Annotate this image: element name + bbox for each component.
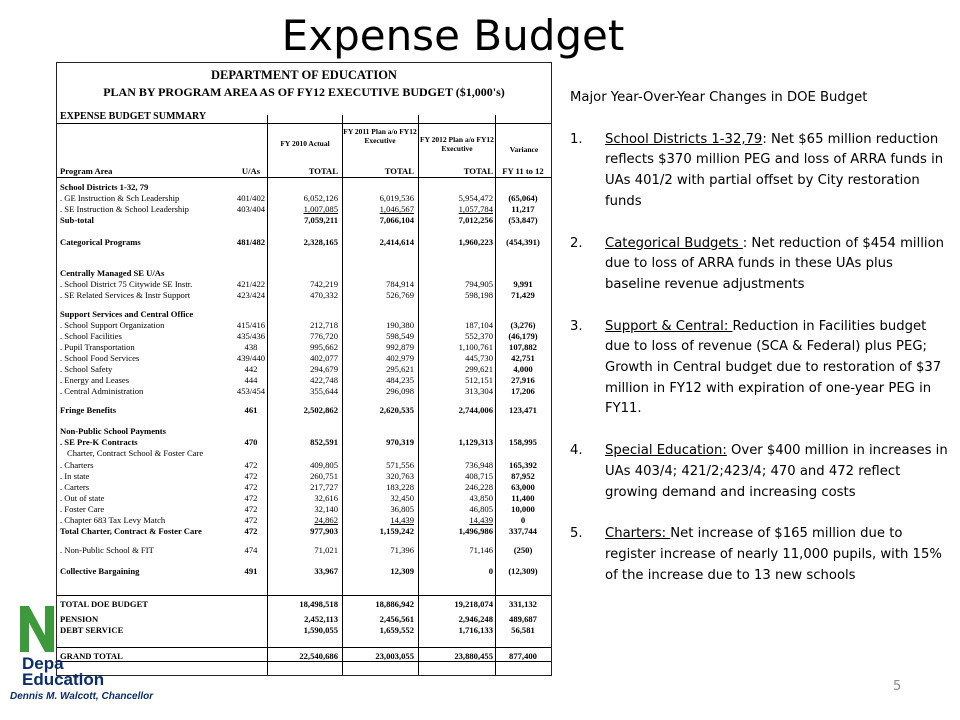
note-item — [570, 317, 950, 421]
note-item — [570, 234, 950, 296]
row-uas: 421/422 — [236, 279, 266, 289]
column-header-fy11: FY 2011 Plan a/o FY12 Executive — [343, 127, 417, 145]
row-fy12: 299,621 — [465, 364, 493, 374]
row-variance: 165,392 — [509, 460, 537, 470]
row-label: . Central Administration — [60, 386, 144, 396]
row-fy12: 187,104 — [465, 320, 493, 330]
row-uas: 439/440 — [236, 353, 266, 363]
row-fy10: 6,052,126 — [303, 193, 338, 203]
row-fy11: 190,380 — [386, 320, 414, 330]
table-row — [57, 545, 551, 556]
row-fy12: 246,228 — [465, 482, 493, 492]
row-fy10: 776,720 — [310, 331, 338, 341]
note-heading: Support & Central: — [605, 318, 733, 334]
nyc-logo-icon — [20, 606, 54, 652]
row-variance: (3,276) — [510, 320, 536, 330]
table-row — [57, 342, 551, 353]
row-fy11: 2,620,535 — [379, 405, 414, 415]
column-header-fy12: FY 2012 Plan a/o FY12 Executive — [420, 135, 494, 153]
row-fy11: 784,914 — [386, 279, 414, 289]
column-subheader-row — [57, 166, 551, 177]
note-heading: Categorical Budgets — [605, 235, 743, 251]
uas-header: U/As — [241, 166, 261, 176]
row-uas: 442 — [244, 364, 258, 374]
logo-chancellor: Dennis M. Walcott, Chancellor — [10, 691, 154, 702]
note-text: : Net $65 million reduction reflects $370 million PEG and loss of ARRA funds in UAs 401/2 with partial offset by City restoration funds — [605, 131, 944, 209]
row-fy12: 19,218,074 — [454, 599, 493, 609]
row-label: Total Charter, Contract & Foster Care — [60, 526, 202, 536]
row-uas: 472 — [244, 471, 258, 481]
row-label: . School Facilities — [60, 331, 122, 341]
row-fy10: 977,903 — [310, 526, 338, 536]
row-fy11: 1,659,552 — [379, 625, 414, 635]
row-label: . Out of state — [60, 493, 105, 503]
row-fy11: 6,019,536 — [379, 193, 414, 203]
row-fy11: 598,549 — [386, 331, 414, 341]
row-label: Categorical Programs — [60, 237, 141, 247]
row-fy12: 5,954,472 — [458, 193, 493, 203]
row-label: . Carters — [60, 482, 90, 492]
doe-logo — [0, 600, 200, 720]
row-label: . School Support Organization — [60, 320, 165, 330]
row-variance: 107,882 — [509, 342, 537, 352]
row-fy10: 422,748 — [310, 375, 338, 385]
summary-heading: EXPENSE BUDGET SUMMARY — [60, 111, 207, 122]
row-fy12: 1,057,784 — [458, 204, 493, 214]
logo-line2: Education — [22, 670, 105, 689]
row-uas: 472 — [244, 460, 258, 470]
table-row — [57, 386, 551, 397]
row-label: Centrally Managed SE U/As — [60, 268, 165, 278]
row-variance: 42,751 — [511, 353, 535, 363]
row-fy10: 260,751 — [310, 471, 338, 481]
row-fy12: 552,370 — [465, 331, 493, 341]
row-uas: 472 — [244, 526, 258, 536]
row-label: . Charters — [60, 460, 94, 470]
row-fy12: 408,715 — [465, 471, 493, 481]
row-label: . Chapter 683 Tax Levy Match — [60, 515, 166, 525]
table-row — [57, 215, 551, 226]
row-variance: (250) — [513, 545, 533, 555]
row-fy10: 18,498,518 — [299, 599, 338, 609]
row-uas: 423/424 — [236, 290, 266, 300]
note-number: 5. — [570, 526, 583, 542]
row-fy11: 36,805 — [390, 504, 414, 514]
row-fy11: 71,396 — [390, 545, 414, 555]
row-variance: 0 — [520, 515, 526, 525]
table-row — [57, 320, 551, 331]
row-variance: (12,309) — [508, 566, 538, 576]
row-label: TOTAL DOE BUDGET — [60, 599, 149, 609]
row-uas: 403/404 — [236, 204, 266, 214]
table-row — [57, 448, 551, 459]
row-fy12: 71,146 — [469, 545, 493, 555]
row-label: GRAND TOTAL — [60, 651, 123, 661]
row-fy10: 32,616 — [314, 493, 338, 503]
table-row — [57, 375, 551, 386]
row-fy11: 970,319 — [386, 437, 414, 447]
row-label: School Districts 1-32, 79 — [60, 182, 149, 192]
row-fy10: 32,140 — [314, 504, 338, 514]
table-row — [57, 353, 551, 364]
row-label: . School District 75 Citywide SE Instr. — [60, 279, 193, 289]
row-label: Sub-total — [60, 215, 94, 225]
row-fy10: 294,679 — [310, 364, 338, 374]
row-fy12: 598,198 — [465, 290, 493, 300]
row-variance: 56,581 — [511, 625, 535, 635]
row-fy12: 794,905 — [465, 279, 493, 289]
row-fy12: 2,946,248 — [458, 614, 493, 624]
note-heading: Special Education: — [605, 443, 727, 459]
department-heading: DEPARTMENT OF EDUCATION — [211, 68, 397, 82]
row-label: Support Services and Central Office — [60, 309, 194, 319]
row-uas: 481/482 — [236, 237, 266, 247]
row-uas: 474 — [244, 545, 258, 555]
row-fy10: 22,540,686 — [299, 651, 338, 661]
row-fy12: 512,151 — [465, 375, 493, 385]
logo-line1: Depa — [22, 654, 64, 673]
row-fy12: 1,496,986 — [458, 526, 493, 536]
column-header-fy10: FY 2010 Actual — [280, 139, 330, 148]
row-fy10: 409,805 — [310, 460, 338, 470]
row-fy10: 852,591 — [310, 437, 338, 447]
row-fy11: 320,763 — [386, 471, 414, 481]
row-fy11: 296,098 — [386, 386, 414, 396]
header-rule-bottom — [57, 177, 551, 178]
row-label: . School Safety — [60, 364, 113, 374]
note-number: 2. — [570, 235, 583, 251]
slide-title: Expense Budget — [281, 11, 625, 60]
program-area-header: Program Area — [60, 166, 113, 176]
row-label: . SE Instruction & School Leadership — [60, 204, 189, 214]
row-uas: 461 — [244, 405, 258, 415]
row-fy12: 0 — [488, 566, 493, 576]
row-variance: 87,952 — [511, 471, 535, 481]
row-variance: 4,000 — [513, 364, 533, 374]
row-fy11: 23,003,055 — [375, 651, 414, 661]
note-number: 3. — [570, 318, 583, 334]
row-uas: 491 — [244, 566, 258, 576]
table-row — [57, 364, 551, 375]
total-doe-rule — [57, 595, 551, 596]
table-row — [57, 309, 551, 320]
row-uas: 472 — [244, 482, 258, 492]
row-uas: 472 — [244, 515, 258, 525]
row-variance: 158,995 — [509, 437, 537, 447]
variance-period-header: FY 11 to 12 — [502, 166, 544, 176]
row-uas: 401/402 — [236, 193, 266, 203]
row-fy10: 355,644 — [310, 386, 338, 396]
table-row — [57, 290, 551, 301]
row-fy10: 2,452,113 — [304, 614, 338, 624]
table-row — [57, 526, 551, 537]
row-variance: 11,217 — [511, 204, 535, 214]
table-row — [57, 566, 551, 577]
table-row — [57, 182, 551, 193]
table-row — [57, 426, 551, 437]
table-row — [57, 331, 551, 342]
row-variance: 489,687 — [509, 614, 537, 624]
row-fy10: 212,718 — [310, 320, 338, 330]
row-fy10: 71,021 — [314, 545, 338, 555]
total-fy11-header: TOTAL — [384, 166, 414, 176]
row-fy10: 995,662 — [310, 342, 338, 352]
row-variance: 10,000 — [511, 504, 535, 514]
table-row — [57, 268, 551, 279]
row-label: . Energy and Leases — [60, 375, 130, 385]
row-fy12: 445,730 — [465, 353, 493, 363]
row-fy12: 7,012,256 — [458, 215, 493, 225]
row-variance: (65,064) — [508, 193, 538, 203]
row-variance: 17,206 — [511, 386, 535, 396]
row-variance: 27,916 — [511, 375, 535, 385]
row-label: . GE Instruction & Sch Leadership — [60, 193, 180, 203]
row-uas: 470 — [244, 437, 258, 447]
row-variance: (53,847) — [508, 215, 538, 225]
row-variance: 9,991 — [513, 279, 533, 289]
row-fy12: 14,439 — [469, 515, 493, 525]
table-row — [57, 493, 551, 504]
row-label: PENSION — [60, 614, 99, 624]
note-text: Reduction in Facilities budget due to loss of revenue (SCA & Federal) plus PEG; Growth in Central budget due to restoration of $37 million in FY12 with expiration of one-year PEG in FY11. — [605, 318, 942, 417]
row-fy11: 484,235 — [386, 375, 414, 385]
row-uas: 444 — [244, 375, 258, 385]
total-fy12-header: TOTAL — [463, 166, 493, 176]
row-fy10: 470,332 — [310, 290, 338, 300]
note-item — [570, 130, 950, 213]
note-item — [570, 441, 950, 503]
row-fy10: 217,727 — [310, 482, 338, 492]
table-row — [57, 204, 551, 215]
row-variance: (46,179) — [508, 331, 538, 341]
row-fy11: 18,886,942 — [375, 599, 414, 609]
table-row — [57, 471, 551, 482]
row-fy10: 2,502,862 — [303, 405, 338, 415]
plan-heading: PLAN BY PROGRAM AREA AS OF FY12 EXECUTIVE BUDGET ($1,000's) — [103, 85, 505, 99]
row-fy11: 2,414,614 — [379, 237, 414, 247]
note-text: Over $400 million in increases in UAs 403/4; 421/2;423/4; 470 and 472 reflect growing demand and increasing costs — [605, 443, 948, 500]
row-variance: 11,400 — [511, 493, 535, 503]
row-fy11: 2,456,561 — [379, 614, 414, 624]
row-fy11: 7,066,104 — [379, 215, 414, 225]
row-label: Collective Bargaining — [60, 566, 140, 576]
row-label: . Non-Public School & FIT — [60, 545, 154, 555]
row-fy10: 1,590,055 — [303, 625, 338, 635]
row-label: . SE Related Services & Instr Support — [60, 290, 191, 300]
row-fy11: 32,450 — [390, 493, 414, 503]
row-fy12: 46,805 — [469, 504, 493, 514]
table-row — [57, 515, 551, 526]
row-label: Non-Public School Payments — [60, 426, 166, 436]
row-uas: 453/454 — [236, 386, 266, 396]
row-fy11: 992,879 — [386, 342, 414, 352]
budget-notes — [570, 88, 950, 607]
row-fy12: 43,850 — [469, 493, 493, 503]
row-fy10: 7,059,211 — [304, 215, 338, 225]
row-fy11: 183,228 — [386, 482, 414, 492]
row-fy10: 402,077 — [310, 353, 338, 363]
row-fy10: 742,219 — [310, 279, 338, 289]
note-number: 1. — [570, 131, 583, 147]
notes-title: Major Year-Over-Year Changes in DOE Budget — [570, 90, 868, 105]
row-fy11: 526,769 — [386, 290, 414, 300]
row-fy10: 1,007,085 — [303, 204, 338, 214]
row-fy12: 2,744,006 — [458, 405, 493, 415]
row-uas: 472 — [244, 493, 258, 503]
row-fy12: 1,960,223 — [458, 237, 493, 247]
row-fy12: 23,880,455 — [454, 651, 493, 661]
page-number: 5 — [893, 679, 902, 694]
note-heading: School Districts 1-32,79 — [605, 131, 763, 147]
row-uas: 438 — [244, 342, 258, 352]
note-text: Net increase of $165 million due to register increase of nearly 11,000 pupils, with 15% of the increase due to 13 new schools — [605, 526, 942, 583]
table-row — [57, 437, 551, 448]
row-uas: 435/436 — [236, 331, 266, 341]
row-fy10: 2,328,165 — [303, 237, 338, 247]
row-fy11: 402,979 — [386, 353, 414, 363]
row-fy12: 736,948 — [465, 460, 493, 470]
row-fy11: 295,621 — [386, 364, 414, 374]
row-variance: 337,744 — [509, 526, 537, 536]
row-label: . Foster Care — [60, 504, 105, 514]
row-fy10: 33,967 — [314, 566, 338, 576]
table-row — [57, 193, 551, 204]
row-label: Charter, Contract School & Foster Care — [67, 448, 204, 458]
row-variance: (454,391) — [506, 237, 540, 247]
budget-table-document — [56, 62, 552, 676]
row-label: . In state — [60, 471, 90, 481]
note-text: : Net reduction of $454 million due to loss of ARRA funds in these UAs plus baseline revenue adjustments — [605, 235, 945, 292]
row-fy11: 1,046,567 — [379, 204, 414, 214]
table-row — [57, 482, 551, 493]
row-variance: 63,000 — [511, 482, 535, 492]
row-label: . SE Pre-K Contracts — [60, 437, 138, 447]
note-item — [570, 524, 950, 586]
row-fy12: 1,129,313 — [458, 437, 493, 447]
row-label: Fringe Benefits — [60, 405, 117, 415]
note-heading: Charters: — [605, 526, 671, 542]
row-fy12: 1,100,761 — [458, 342, 493, 352]
table-row — [57, 460, 551, 471]
row-variance: 877,400 — [509, 651, 537, 661]
table-row — [57, 405, 551, 416]
note-number: 4. — [570, 443, 583, 459]
column-header-variance: Variance — [509, 145, 539, 154]
row-label: . School Food Services — [60, 353, 140, 363]
row-label: DEBT SERVICE — [60, 625, 124, 635]
row-fy11: 12,309 — [390, 566, 414, 576]
row-fy10: 24,862 — [314, 515, 338, 525]
row-fy11: 14,439 — [390, 515, 414, 525]
row-fy12: 313,304 — [465, 386, 493, 396]
header-rule-top — [57, 123, 551, 124]
table-row — [57, 504, 551, 515]
row-variance: 331,132 — [509, 599, 537, 609]
row-fy12: 1,716,133 — [458, 625, 493, 635]
total-fy10-header: TOTAL — [308, 166, 338, 176]
row-variance: 123,471 — [509, 405, 537, 415]
row-uas: 415/416 — [236, 320, 266, 330]
table-row — [57, 237, 551, 248]
row-fy11: 1,159,242 — [379, 526, 414, 536]
row-fy11: 571,556 — [386, 460, 414, 470]
row-uas: 472 — [244, 504, 258, 514]
table-row — [57, 279, 551, 290]
row-label: . Pupil Transportation — [60, 342, 135, 352]
row-variance: 71,429 — [511, 290, 535, 300]
